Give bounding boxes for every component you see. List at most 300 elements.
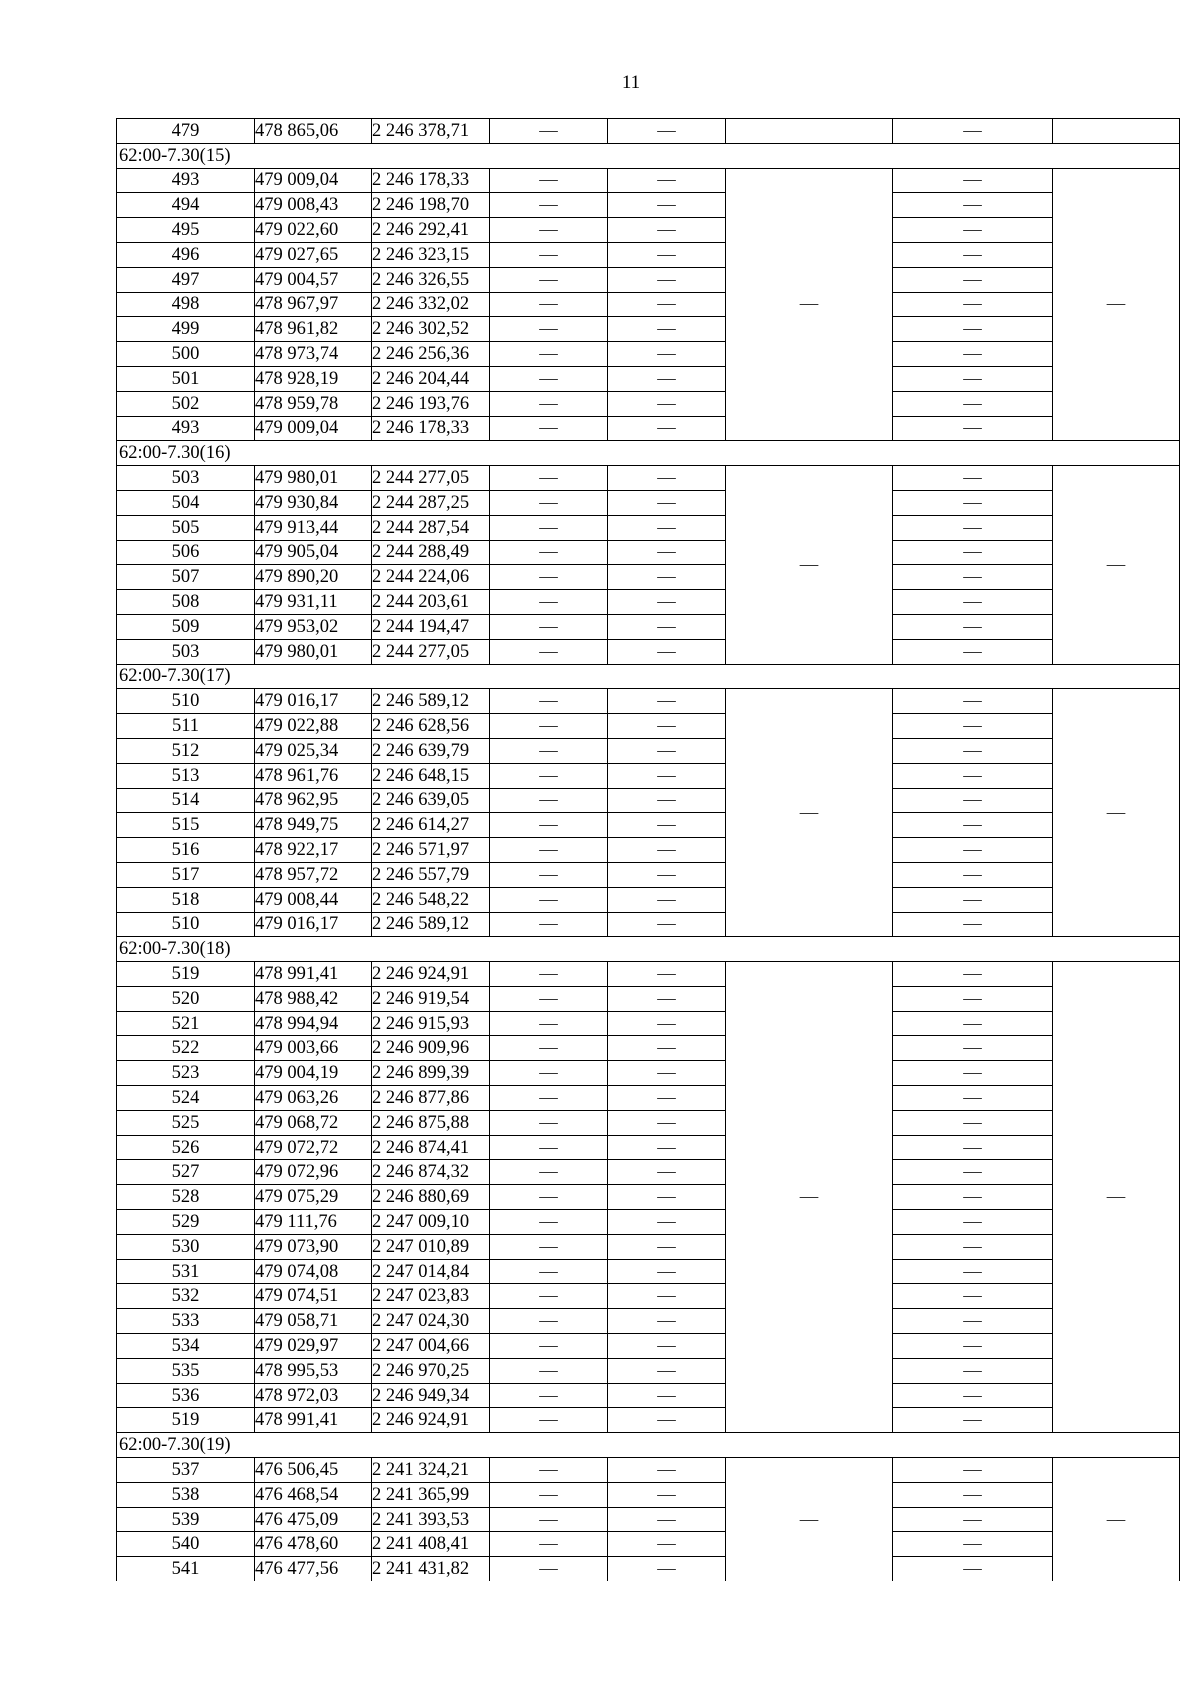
dash-cell: — <box>608 119 726 144</box>
dash-cell: — <box>608 193 726 218</box>
merged-dash-cell: — <box>726 168 893 441</box>
y-coordinate: 2 246 924,91 <box>372 962 490 987</box>
x-coordinate: 479 931,11 <box>255 590 372 615</box>
table-row <box>117 292 1180 317</box>
y-coordinate: 2 246 949,34 <box>372 1383 490 1408</box>
merged-dash-cell: — <box>1053 466 1180 664</box>
dash-cell: — <box>893 1086 1053 1111</box>
y-coordinate: 2 246 614,27 <box>372 813 490 838</box>
point-number: 501 <box>117 366 255 391</box>
section-header-row <box>117 441 1180 466</box>
dash-cell: — <box>490 1185 608 1210</box>
y-coordinate: 2 246 326,55 <box>372 267 490 292</box>
x-coordinate: 478 949,75 <box>255 813 372 838</box>
x-coordinate: 478 928,19 <box>255 366 372 391</box>
dash-cell: — <box>893 1408 1053 1433</box>
dash-cell: — <box>490 168 608 193</box>
dash-cell: — <box>608 267 726 292</box>
dash-cell: — <box>893 788 1053 813</box>
dash-cell: — <box>893 119 1053 144</box>
dash-cell: — <box>490 862 608 887</box>
x-coordinate: 479 022,60 <box>255 218 372 243</box>
dash-cell: — <box>608 1160 726 1185</box>
dash-cell: — <box>893 1458 1053 1483</box>
x-coordinate: 479 980,01 <box>255 639 372 664</box>
merged-dash-cell: — <box>726 962 893 1433</box>
x-coordinate: 478 988,42 <box>255 986 372 1011</box>
table-row <box>117 317 1180 342</box>
dash-cell: — <box>490 1358 608 1383</box>
dash-cell: — <box>893 1210 1053 1235</box>
x-coordinate: 479 009,04 <box>255 416 372 441</box>
dash-cell: — <box>490 119 608 144</box>
dash-cell: — <box>490 490 608 515</box>
y-coordinate: 2 246 302,52 <box>372 317 490 342</box>
dash-cell: — <box>608 317 726 342</box>
point-number: 516 <box>117 838 255 863</box>
dash-cell: — <box>490 813 608 838</box>
table-row <box>117 1234 1180 1259</box>
dash-cell: — <box>893 1532 1053 1557</box>
dash-cell: — <box>608 1334 726 1359</box>
dash-cell: — <box>608 466 726 491</box>
point-number: 493 <box>117 168 255 193</box>
dash-cell: — <box>490 1284 608 1309</box>
dash-cell: — <box>490 1036 608 1061</box>
dash-cell: — <box>893 1011 1053 1036</box>
dash-cell: — <box>893 1358 1053 1383</box>
table-row <box>117 1557 1180 1581</box>
x-coordinate: 479 008,44 <box>255 887 372 912</box>
point-number: 532 <box>117 1284 255 1309</box>
dash-cell: — <box>490 267 608 292</box>
section-header-row <box>117 664 1180 689</box>
section-header-row <box>117 1433 1180 1458</box>
dash-cell: — <box>608 1458 726 1483</box>
dash-cell: — <box>608 862 726 887</box>
table-row <box>117 689 1180 714</box>
dash-cell: — <box>608 1532 726 1557</box>
dash-cell: — <box>490 689 608 714</box>
dash-cell: — <box>608 490 726 515</box>
x-coordinate: 479 004,19 <box>255 1061 372 1086</box>
dash-cell: — <box>490 366 608 391</box>
y-coordinate: 2 247 014,84 <box>372 1259 490 1284</box>
table-row <box>117 242 1180 267</box>
dash-cell: — <box>893 1259 1053 1284</box>
table-row <box>117 986 1180 1011</box>
point-number: 479 <box>117 119 255 144</box>
x-coordinate: 476 506,45 <box>255 1458 372 1483</box>
y-coordinate: 2 246 877,86 <box>372 1086 490 1111</box>
table-row <box>117 614 1180 639</box>
y-coordinate: 2 246 915,93 <box>372 1011 490 1036</box>
y-coordinate: 2 246 548,22 <box>372 887 490 912</box>
table-row <box>117 1259 1180 1284</box>
dash-cell: — <box>608 986 726 1011</box>
point-number: 520 <box>117 986 255 1011</box>
point-number: 531 <box>117 1259 255 1284</box>
x-coordinate: 478 995,53 <box>255 1358 372 1383</box>
y-coordinate: 2 241 324,21 <box>372 1458 490 1483</box>
dash-cell: — <box>608 1210 726 1235</box>
dash-cell: — <box>893 689 1053 714</box>
dash-cell: — <box>490 391 608 416</box>
y-coordinate: 2 246 909,96 <box>372 1036 490 1061</box>
merged-dash-cell: — <box>726 689 893 937</box>
point-number: 521 <box>117 1011 255 1036</box>
table-row <box>117 1334 1180 1359</box>
merged-dash-cell: — <box>726 1458 893 1581</box>
x-coordinate: 479 004,57 <box>255 267 372 292</box>
x-coordinate: 479 930,84 <box>255 490 372 515</box>
dash-cell: — <box>490 763 608 788</box>
point-number: 493 <box>117 416 255 441</box>
point-number: 495 <box>117 218 255 243</box>
x-coordinate: 478 959,78 <box>255 391 372 416</box>
table-row <box>117 1185 1180 1210</box>
table-row <box>117 1011 1180 1036</box>
dash-cell: — <box>608 714 726 739</box>
x-coordinate: 479 063,26 <box>255 1086 372 1111</box>
dash-cell: — <box>893 1110 1053 1135</box>
dash-cell: — <box>608 1557 726 1581</box>
table-row <box>117 887 1180 912</box>
section-title: 62:00-7.30(17) <box>117 664 1180 689</box>
dash-cell: — <box>490 1507 608 1532</box>
y-coordinate: 2 244 287,25 <box>372 490 490 515</box>
dash-cell: — <box>608 639 726 664</box>
table-row <box>117 813 1180 838</box>
table-row <box>117 788 1180 813</box>
y-coordinate: 2 244 287,54 <box>372 515 490 540</box>
dash-cell: — <box>893 342 1053 367</box>
dash-cell: — <box>608 1507 726 1532</box>
table-row <box>117 168 1180 193</box>
dash-cell: — <box>490 416 608 441</box>
y-coordinate: 2 246 323,15 <box>372 242 490 267</box>
x-coordinate: 476 468,54 <box>255 1482 372 1507</box>
section-title: 62:00-7.30(15) <box>117 143 1180 168</box>
table-row <box>117 490 1180 515</box>
point-number: 503 <box>117 639 255 664</box>
table-row <box>117 342 1180 367</box>
point-number: 522 <box>117 1036 255 1061</box>
x-coordinate: 479 073,90 <box>255 1234 372 1259</box>
dash-cell: — <box>608 218 726 243</box>
dash-cell: — <box>893 193 1053 218</box>
table-row <box>117 218 1180 243</box>
dash-cell: — <box>893 862 1053 887</box>
dash-cell: — <box>608 391 726 416</box>
dash-cell: — <box>893 912 1053 937</box>
dash-cell: — <box>893 962 1053 987</box>
dash-cell: — <box>608 813 726 838</box>
y-coordinate: 2 241 408,41 <box>372 1532 490 1557</box>
point-number: 509 <box>117 614 255 639</box>
dash-cell: — <box>490 738 608 763</box>
dash-cell: — <box>490 714 608 739</box>
dash-cell: — <box>608 1234 726 1259</box>
x-coordinate: 479 074,51 <box>255 1284 372 1309</box>
table-row <box>117 1458 1180 1483</box>
merged-dash-cell: — <box>1053 1458 1180 1581</box>
point-number: 500 <box>117 342 255 367</box>
y-coordinate: 2 244 203,61 <box>372 590 490 615</box>
section-title: 62:00-7.30(16) <box>117 441 1180 466</box>
empty-cell <box>1053 119 1180 144</box>
point-number: 497 <box>117 267 255 292</box>
table-row <box>117 1358 1180 1383</box>
dash-cell: — <box>608 1383 726 1408</box>
dash-cell: — <box>608 689 726 714</box>
table-row <box>117 1135 1180 1160</box>
y-coordinate: 2 247 009,10 <box>372 1210 490 1235</box>
y-coordinate: 2 247 004,66 <box>372 1334 490 1359</box>
y-coordinate: 2 246 256,36 <box>372 342 490 367</box>
page-number: 11 <box>621 72 641 93</box>
dash-cell: — <box>608 366 726 391</box>
y-coordinate: 2 246 292,41 <box>372 218 490 243</box>
point-number: 494 <box>117 193 255 218</box>
dash-cell: — <box>893 242 1053 267</box>
dash-cell: — <box>608 168 726 193</box>
y-coordinate: 2 246 204,44 <box>372 366 490 391</box>
dash-cell: — <box>893 1557 1053 1581</box>
table-row <box>117 962 1180 987</box>
dash-cell: — <box>893 986 1053 1011</box>
dash-cell: — <box>608 763 726 788</box>
dash-cell: — <box>490 639 608 664</box>
y-coordinate: 2 246 557,79 <box>372 862 490 887</box>
table-row <box>117 639 1180 664</box>
dash-cell: — <box>893 838 1053 863</box>
table-row <box>117 366 1180 391</box>
x-coordinate: 479 075,29 <box>255 1185 372 1210</box>
dash-cell: — <box>490 1458 608 1483</box>
table-row <box>117 1408 1180 1433</box>
x-coordinate: 478 922,17 <box>255 838 372 863</box>
point-number: 524 <box>117 1086 255 1111</box>
dash-cell: — <box>893 416 1053 441</box>
table-row <box>117 515 1180 540</box>
y-coordinate: 2 246 899,39 <box>372 1061 490 1086</box>
y-coordinate: 2 246 639,05 <box>372 788 490 813</box>
point-number: 513 <box>117 763 255 788</box>
section-title: 62:00-7.30(19) <box>117 1433 1180 1458</box>
dash-cell: — <box>490 962 608 987</box>
x-coordinate: 476 478,60 <box>255 1532 372 1557</box>
y-coordinate: 2 246 589,12 <box>372 912 490 937</box>
x-coordinate: 479 022,88 <box>255 714 372 739</box>
y-coordinate: 2 244 288,49 <box>372 540 490 565</box>
dash-cell: — <box>893 366 1053 391</box>
table-row <box>117 466 1180 491</box>
point-number: 530 <box>117 1234 255 1259</box>
table-row <box>117 119 1180 144</box>
x-coordinate: 479 905,04 <box>255 540 372 565</box>
dash-cell: — <box>608 738 726 763</box>
table-row <box>117 763 1180 788</box>
x-coordinate: 478 961,82 <box>255 317 372 342</box>
point-number: 508 <box>117 590 255 615</box>
dash-cell: — <box>893 763 1053 788</box>
merged-dash-cell: — <box>1053 962 1180 1433</box>
x-coordinate: 476 477,56 <box>255 1557 372 1581</box>
x-coordinate: 479 072,96 <box>255 1160 372 1185</box>
dash-cell: — <box>893 1160 1053 1185</box>
dash-cell: — <box>893 1185 1053 1210</box>
dash-cell: — <box>490 1110 608 1135</box>
dash-cell: — <box>893 1482 1053 1507</box>
x-coordinate: 476 475,09 <box>255 1507 372 1532</box>
point-number: 507 <box>117 565 255 590</box>
dash-cell: — <box>490 590 608 615</box>
x-coordinate: 479 068,72 <box>255 1110 372 1135</box>
dash-cell: — <box>893 1309 1053 1334</box>
point-number: 519 <box>117 962 255 987</box>
x-coordinate: 478 994,94 <box>255 1011 372 1036</box>
point-number: 539 <box>117 1507 255 1532</box>
x-coordinate: 478 961,76 <box>255 763 372 788</box>
table-row <box>117 267 1180 292</box>
dash-cell: — <box>608 1259 726 1284</box>
dash-cell: — <box>608 887 726 912</box>
dash-cell: — <box>490 912 608 937</box>
dash-cell: — <box>608 912 726 937</box>
dash-cell: — <box>608 540 726 565</box>
dash-cell: — <box>490 1234 608 1259</box>
dash-cell: — <box>608 416 726 441</box>
dash-cell: — <box>490 1210 608 1235</box>
dash-cell: — <box>608 292 726 317</box>
point-number: 502 <box>117 391 255 416</box>
x-coordinate: 479 003,66 <box>255 1036 372 1061</box>
dash-cell: — <box>893 540 1053 565</box>
dash-cell: — <box>490 788 608 813</box>
x-coordinate: 478 865,06 <box>255 119 372 144</box>
dash-cell: — <box>608 590 726 615</box>
point-number: 515 <box>117 813 255 838</box>
coordinates-table <box>116 118 1180 1581</box>
point-number: 512 <box>117 738 255 763</box>
dash-cell: — <box>893 738 1053 763</box>
dash-cell: — <box>893 1135 1053 1160</box>
y-coordinate: 2 246 571,97 <box>372 838 490 863</box>
dash-cell: — <box>490 1383 608 1408</box>
x-coordinate: 479 953,02 <box>255 614 372 639</box>
table-row <box>117 193 1180 218</box>
y-coordinate: 2 244 277,05 <box>372 639 490 664</box>
dash-cell: — <box>893 1334 1053 1359</box>
section-title: 62:00-7.30(18) <box>117 937 1180 962</box>
table-row <box>117 1210 1180 1235</box>
point-number: 511 <box>117 714 255 739</box>
x-coordinate: 479 111,76 <box>255 1210 372 1235</box>
point-number: 523 <box>117 1061 255 1086</box>
point-number: 540 <box>117 1532 255 1557</box>
dash-cell: — <box>490 342 608 367</box>
dash-cell: — <box>608 1061 726 1086</box>
dash-cell: — <box>490 193 608 218</box>
dash-cell: — <box>893 218 1053 243</box>
dash-cell: — <box>608 1135 726 1160</box>
point-number: 510 <box>117 689 255 714</box>
x-coordinate: 479 072,72 <box>255 1135 372 1160</box>
y-coordinate: 2 246 178,33 <box>372 416 490 441</box>
dash-cell: — <box>608 1309 726 1334</box>
dash-cell: — <box>490 1408 608 1433</box>
dash-cell: — <box>490 1532 608 1557</box>
x-coordinate: 478 957,72 <box>255 862 372 887</box>
table-row <box>117 1086 1180 1111</box>
point-number: 506 <box>117 540 255 565</box>
point-number: 496 <box>117 242 255 267</box>
y-coordinate: 2 244 224,06 <box>372 565 490 590</box>
y-coordinate: 2 246 193,76 <box>372 391 490 416</box>
y-coordinate: 2 246 919,54 <box>372 986 490 1011</box>
y-coordinate: 2 247 023,83 <box>372 1284 490 1309</box>
dash-cell: — <box>608 1110 726 1135</box>
dash-cell: — <box>893 317 1053 342</box>
table-row <box>117 912 1180 937</box>
dash-cell: — <box>893 614 1053 639</box>
section-header-row <box>117 937 1180 962</box>
y-coordinate: 2 241 365,99 <box>372 1482 490 1507</box>
dash-cell: — <box>490 515 608 540</box>
point-number: 526 <box>117 1135 255 1160</box>
y-coordinate: 2 246 924,91 <box>372 1408 490 1433</box>
point-number: 538 <box>117 1482 255 1507</box>
dash-cell: — <box>490 1259 608 1284</box>
dash-cell: — <box>608 342 726 367</box>
table-row <box>117 714 1180 739</box>
dash-cell: — <box>490 838 608 863</box>
y-coordinate: 2 247 010,89 <box>372 1234 490 1259</box>
y-coordinate: 2 241 431,82 <box>372 1557 490 1581</box>
dash-cell: — <box>490 1086 608 1111</box>
table-row <box>117 1532 1180 1557</box>
x-coordinate: 479 009,04 <box>255 168 372 193</box>
dash-cell: — <box>893 515 1053 540</box>
x-coordinate: 479 890,20 <box>255 565 372 590</box>
x-coordinate: 478 973,74 <box>255 342 372 367</box>
dash-cell: — <box>490 614 608 639</box>
dash-cell: — <box>608 788 726 813</box>
dash-cell: — <box>608 1185 726 1210</box>
x-coordinate: 479 980,01 <box>255 466 372 491</box>
dash-cell: — <box>893 1036 1053 1061</box>
table-row <box>117 1383 1180 1408</box>
dash-cell: — <box>608 1358 726 1383</box>
y-coordinate: 2 246 970,25 <box>372 1358 490 1383</box>
x-coordinate: 479 074,08 <box>255 1259 372 1284</box>
point-number: 517 <box>117 862 255 887</box>
dash-cell: — <box>893 168 1053 193</box>
dash-cell: — <box>893 1234 1053 1259</box>
x-coordinate: 478 991,41 <box>255 962 372 987</box>
table-row <box>117 1482 1180 1507</box>
dash-cell: — <box>490 986 608 1011</box>
dash-cell: — <box>608 1408 726 1433</box>
y-coordinate: 2 246 880,69 <box>372 1185 490 1210</box>
point-number: 505 <box>117 515 255 540</box>
point-number: 498 <box>117 292 255 317</box>
dash-cell: — <box>893 590 1053 615</box>
point-number: 525 <box>117 1110 255 1135</box>
dash-cell: — <box>490 218 608 243</box>
dash-cell: — <box>608 515 726 540</box>
